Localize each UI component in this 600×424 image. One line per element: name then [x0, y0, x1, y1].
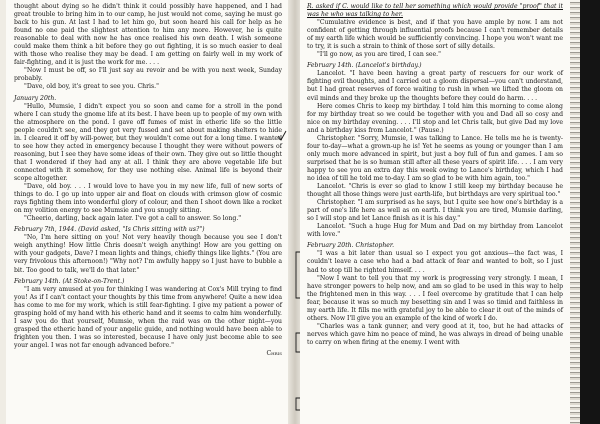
paragraph: "I'll go now, as you are tired, I can see." [317, 51, 441, 59]
paragraph: thought about dying so he didn't think it could possibly have happened, and I had great trouble to bring him in to our camp, he just would not come, saying he must go back to his gun. At last I had to let him go, but soon heard his call for help as he found no one paid the slightest attention to him any more. However, he is quite reasonable to deal with now he has once realised his own death. I wish someone could make them think a bit before they go out fighting, it is so much easier to deal with those who realise they may be dead. I am getting on fairly well in my work of fair-fighting, and it is just the work for me. . . . [14, 3, 282, 67]
paragraph: "Dave, old boy, it's great to see you. Chris." [24, 83, 159, 91]
right-page [300, 0, 570, 424]
entry-heading: February 20th. Christopher. [307, 242, 395, 250]
right-page-text [307, 3, 563, 347]
left-page-text [14, 3, 282, 358]
paragraph: Lancelot. "Chris is ever so glad to know I still keep my birthday because he thought all those things were just earth-life, but birthdays are very spiritual too." [307, 183, 563, 199]
paragraph: Lancelot. "I have been having a great party of rescuers for our work of fighting evil thoughts, and I carried out a gloom dispersal—you can't understand, but I had great reserves of force waiting to rush in when we lifted the gloom on evil minds and they broke up the thoughts before they could do harm. . . . [307, 70, 563, 102]
paragraph: "Charles was a tank gunner, and very good at it, too, but he had attacks of nerves which gave him no peace of mind, he was always in dread of being unable to carry on when firing at the enemy. I went with [307, 322, 563, 346]
paragraph: "I was a bit later than usual so I expect you got anxious—the fact was, I couldn't leave a case who had a bad attack of fear and wanted to bolt, so I just had to stop till he righted himself. . . . [307, 250, 563, 274]
paragraph: "Now I must be off, so I'll just say au revoir and be with you next week, Sunday probably. [14, 67, 282, 83]
entry-heading: February 14th. (At Stoke-on-Trent.) [14, 277, 125, 285]
paragraph: Lancelot. "Such a huge Hug for Mum and Dad on my birthday from Lancelot with love." [307, 223, 563, 239]
signature: Chris [266, 349, 282, 357]
handwritten-note: R. asked if C. would like to tell her something which would provide "proof" that it was he who was talking to her. [307, 3, 563, 19]
paragraph: Christopher. "I am surprised as he says, but I quite see how one's birthday is a part of one's life here as well as on earth. I think you are tired, Mumsie darling, so I will stop and let Lance finish as it is his day." [307, 199, 563, 223]
paragraph: "I am very amused at you for thinking I was wandering at Cox's Mill trying to find you! As if I can't contact your thoughts by this time from anywhere! Quite a new idea has come to me for my work, which is still fear-fighting. I give my patient a power of grasping hold of my hand with his etheric hand and it seems to calm him wonderfully. I saw you do that yourself, Mumsie, when the raid was on the other night—you grasped the etheric hand of your angelic guide, and nothing would have been able to frighten you then. I was so interested, because I have only just become able to see your angel. I was not far enough advanced before." [14, 285, 282, 349]
paragraph: Here comes Chris to keep my birthday. I told him this morning to come along for my birthday treat so we could be together with you and Dad all so cosy and nice on my birthday evening. . . . I'll stop and let Chris talk, but give Dad my love and a birthday kiss from Lancelot." (Pause.) [307, 102, 563, 134]
paragraph: "Cheerio, darling, back again later. I've got a call to answer. So long." [24, 215, 242, 223]
paragraph: "Dave, old boy. . . . I would love to have you in my new life, full of new sorts of things to do. I go up into upper air and float on clouds with crimson glow of cosmic rays fighting them into wonderful glory of colour, and then I shoot down like a rocket on my volition energy to see Mumsie and you snugly sitting. [14, 183, 282, 215]
entry-heading: February 14th. (Lancelot's birthday.) [307, 62, 422, 70]
left-page [6, 0, 291, 424]
entry-heading: February 7th, 1944. (David asked, "Is Chris sitting with us?") [14, 226, 205, 234]
paragraph: "Hullo, Mumsie, I didn't expect you so soon and came for a stroll in the pond where I can study the gnome life at its best. I have been up to people of my own with the atmosphere on the pond. I gave off fumes of mist in etheric life so the little people couldn't see, and they got very fussed and set about making shelters to hide in. I cleared it off by will-power, but they wouldn't come out for a long time. I wanted to see how they acted in emergency because I thought they were without powers of reasoning, but I see they have some ideas of their own. They give out so little thought that I wondered if they had any at all. I think they are above vegetable life but connected with it somehow, for they use nothing else. Animal life is beyond their scope altogether. [14, 102, 282, 182]
paragraph: "No, I'm here sitting on you! Not very heavily though because you see I don't weigh anything! How little Chris doesn't weigh anything! How are you getting on with your gadgets, Dave? I mean lights and things, chiefly things like lights." (You are very frivolous this afternoon!) "Why not? I'm awfully happy so I just have to bubble a bit. Too good to talk, we'll do that later." [14, 234, 282, 274]
paragraph: Christopher. "Sorry, Mumsie, I was talking to Lance. He tells me he is twenty-four to-day—what a grown-up he is! Yet he seems as young or younger than I am only much more advanced in spirit, but just a boy full of fun and games. I am so surprised that he is so human still after all these years of spirit life. . . . I am very happy to see you an extra day this week owing to Lance's birthday, which I had no idea of till he told me to-day. I am so glad to be with him again, too." [307, 134, 563, 182]
paragraph: "Cumulative evidence is best, and if that you have ample by now. I am not confident of getting through influential proofs because I can't remember details of my earth life which would be sufficiently convincing. I hope you won't want me to try, it is such a strain to think of those sort of silly details. [307, 19, 563, 51]
entry-heading: January 20th. [14, 94, 57, 102]
paragraph: "Now I want to tell you that my work is progressing very strongly. I mean, I have stronger powers to help now, and am so glad to be used in this way to help the frightened men in this way. . . . I feel overcome by gratitude that I can help fear, because it was so much my besetting sin and I was so timid and faithless in my earth life. It fills me with grateful joy to be able to clear it out of the minds of others. Now I'll give you an example of the kind of work I do. [307, 274, 563, 322]
page-edge-shadow [570, 0, 600, 424]
